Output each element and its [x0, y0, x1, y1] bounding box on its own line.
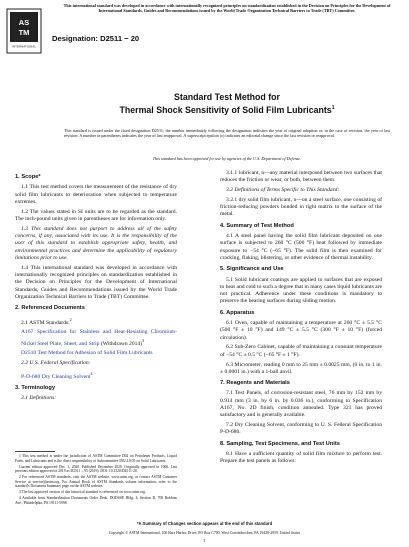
svg-text:TM: TM	[18, 28, 30, 37]
link-d2510-title[interactable]: Test Method for Adhesion of Solid Film Lubricants	[37, 350, 153, 357]
footnote-3: 3 The last approved version of this historical standard is referenced on www.astm.org.	[19, 490, 146, 495]
para-1-4: 1.4 This international standard was developed in accordance with internationally recognized principles on standardization established in the Decision on Principles for the Development of International Standards, Guides and Recommendations issued by the World Trade Organization Technical Barriers to Trade (TBT) Committee.	[15, 264, 177, 300]
document-title	[52, 92, 402, 115]
left-column	[15, 170, 177, 405]
svg-text:AS: AS	[18, 18, 30, 27]
para-7-1: 7.1 Test Panels, of corrosion-resistant steel, 76 mm by 152 mm by 0.914 mm (3 in. by 6 in. by 0.036 in.), conforming to Specification A167, No. 2D finish, condition annealed. Type 321 has proved satisfactory and is generally available.	[220, 390, 382, 419]
dod-approval-note: This standard has been approved for use by agencies of the U.S. Department of Defense.	[152, 156, 302, 161]
title-line-2: Thermal Shock Sensitivity of Solid Film Lubricants$^1$	[119, 104, 335, 115]
para-2-1: 2.1 ASTM Standards:$^2$	[21, 316, 72, 326]
para-3-2: 3.2 Definitions of Terms Specific to This Standard:	[226, 187, 340, 194]
section-3-heading: 3. Terminology	[15, 384, 56, 391]
footnote-4: 4 Available from Standardization Documents Order Desk, DODSSP, Bldg. 4, Section D, 700 Robbins Ave., Philadelphia, PA 19111-5098.	[15, 496, 177, 505]
para-1-1: 1.1 This test method covers the measurement of the resistance of dry solid film lubricants to deterioration when subjected to temperature extremes.	[15, 184, 177, 205]
para-1-2: 1.2 The values stated in SI units are to be regarded as the standard. The inch-pound units given in parentheses are for information only.	[15, 208, 177, 222]
para-3-2-1: 3.2.1 dry solid film lubricant, n—on a steel surface, one consisting of friction-reducing powders bonded in tight matrix to the surface of the metal.	[220, 196, 382, 218]
para-3-1-1: 3.1.1 lubricant, n—any material interposed between two surfaces that reduces the friction or wear, or both, between them.	[220, 170, 382, 184]
link-a167-title[interactable]: Specification for Stainless and Heat-Resisting Chromium-Nickel Steel Plate, Sheet, and Strip	[21, 329, 177, 347]
para-3-1: 3.1 Definitions:	[21, 395, 57, 402]
title-footnote-mark: 1	[331, 104, 335, 111]
copyright-line: Copyright © ASTM International, 100 Barr Harbor Drive, PO Box C700, West Conshohocken, PA 19428-2959. United States	[108, 531, 301, 535]
link-d2510[interactable]: D2510	[21, 350, 37, 357]
section-4-heading: 4. Summary of Test Method	[220, 222, 294, 229]
para-4-1: 4.1 A steel panel having the solid film lubricant deposited on one surface is subjected to 260 °C (500 °F) heat followed by immediate exposure to −54 °C (−65 °F). The solid film is then examined for cracking, flaking, blistering, or other evidence of thermal instability.	[220, 233, 382, 261]
para-8-1: 8.1 Have a sufficient quantity of solid film mixture to perform test. Prepare the test panels as follows:	[220, 451, 382, 465]
page-number: 1	[203, 538, 206, 543]
footnote-2: 2 For referenced ASTM standards, visit the ASTM website, www.astm.org, or contact ASTM Customer Service at service@astm.org. For Annual Book of ASTM Standards volume information, refer to the standard's Document Summary page on the ASTM website.	[15, 475, 177, 489]
para-1-3: 1.3 This standard does not purport to address all of the safety concerns, if any, associated with its use. It is the responsibility of the user of this standard to establish appropriate safety, health, and environmental practices and determine the applicability of regulatory limitations prior to use.	[15, 225, 177, 261]
designation: Designation: D2511 − 20	[52, 34, 140, 43]
para-6-1: 6.1 Oven, capable of maintaining a temperature at 260 °C ± 5.5 °C (500 °F ± 10 °F) and 149 °C ± 5.5 °C (300 °F ± 10 °F) (forced circulation).	[220, 320, 382, 341]
link-p-d-680-title[interactable]: Dry Cleaning Solvent	[41, 373, 91, 380]
section-7-heading: 7. Reagents and Materials	[220, 380, 290, 387]
para-6-2: 6.2 Sub-Zero Cabinet, capable of maintaining a constant temperature of −54 °C ± 0.5 °C (−65 °F ± 1 °F).	[220, 344, 382, 358]
astm-logo	[6, 8, 42, 54]
footnote-1: 1 This test method is under the jurisdiction of ASTM Committee D02 on Petroleum Products, Liquid Fuels, and Lubricants and is the direct responsibility of Subcommittee D02.L0.05 on Solid Lubricants.	[15, 454, 177, 463]
reference-d2510	[15, 350, 177, 357]
section-5-heading: 5. Significance and Use	[220, 266, 284, 273]
reference-a167: A167 Specification for Stainless and Heat-Resisting Chromium-Nickel Steel Plate, Sheet, and Strip (Withdrawn 2014)$^3$	[21, 329, 177, 347]
link-p-d-680[interactable]: P-D-680	[21, 373, 41, 380]
section-2-heading: 2. Referenced Documents	[15, 305, 85, 312]
para-2-2: 2.2 U.S. Federal Specification:	[21, 359, 91, 366]
link-a167[interactable]: A167	[21, 329, 34, 336]
section-1-heading: 1. Scope*	[15, 174, 41, 180]
reference-p-d-680: P-D-680 Dry Cleaning Solvent$^4$	[21, 370, 93, 380]
footnote-1b: Current edition approved Dec. 1, 2020. Published December 2020. Originally approved in 1966. Last previous edition approved in 2019 as D2511 – 95 (2019). DOI: 10.1520/D2511-20.	[15, 464, 177, 474]
footnotes	[15, 451, 177, 507]
section-6-heading: 6. Apparatus	[220, 309, 255, 316]
summary-of-changes-note: *A Summary of Changes section appears at the end of this standard	[136, 521, 273, 526]
title-line-1: Standard Test Method for	[174, 92, 280, 102]
standard-issue-note: This standard is issued under the fixed designation D2511; the number immediately following the designation indicates the year of original adoption or, in the case of revision, the year of last revision. A number in parentheses indicates the year of last reapproval. A superscript epsilon (ε) indicates an editorial change since the last revision or reapproval.	[64, 128, 390, 139]
para-7-2: 7.2 Dry Cleaning Solvent, conforming to U. S. Federal Specification P-D-680.	[220, 422, 382, 436]
header-notice: This international standard was developed in accordance with internationally recognized principles on standardization established in the Decision on Principles for the Development of International Standards, Guides and Recommendations issued by the World Trade Organization Technical Barriers to Trade (TBT) Committee.	[63, 3, 391, 14]
footnote-rule	[15, 451, 55, 452]
svg-text:INTERNATIONAL: INTERNATIONAL	[12, 44, 36, 49]
para-5-1: 5.1 Solid lubricant coatings are applied to surfaces that are exposed to heat and cold to such a degree that in many cases liquid lubricants are not practical. Adherence under these conditions is mandatory to preserve the bearing surfaces during sliding motion.	[220, 276, 382, 305]
section-8-heading: 8. Sampling, Test Specimens, and Test Units	[220, 440, 340, 447]
right-column	[220, 170, 382, 468]
para-6-3: 6.3 Micrometer, reading 0 mm to 25 mm ± 0.0025 mm, (0 in. to 1 in. ± 0.0001 in.) with a 1-ball anvil.	[220, 361, 382, 375]
